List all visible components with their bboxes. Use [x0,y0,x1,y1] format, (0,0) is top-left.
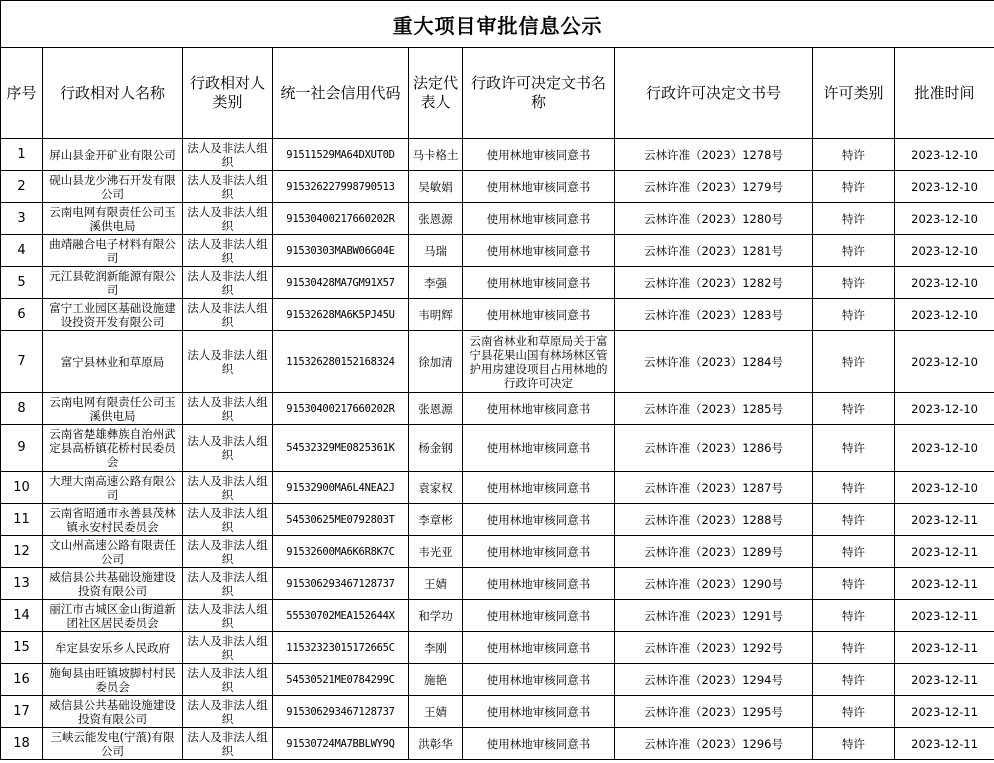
entity-name: 施甸县由旺镇坡脚村村民委员会 [43,664,183,696]
entity-name: 云南省昭通市永善县茂林镇永安村民委员会 [43,504,183,536]
legal-representative: 韦明辉 [409,299,463,331]
license-category: 特许 [813,472,895,504]
entity-type: 法人及非法人组织 [183,299,273,331]
row-number: 7 [1,331,43,393]
table-row [1,696,994,728]
license-category: 特许 [813,331,895,393]
credit-code: 91530303MABW06G04E [273,235,409,267]
row-number: 1 [1,139,43,171]
row-number: 4 [1,235,43,267]
license-category: 特许 [813,664,895,696]
approval-date: 2023-12-11 [895,632,994,664]
credit-code: 91530428MA7GM91X57 [273,267,409,299]
entity-name: 牟定县安乐乡人民政府 [43,632,183,664]
legal-representative: 洪彰华 [409,728,463,760]
table-row [1,425,994,472]
document-name: 使用林地审核同意书 [463,664,615,696]
legal-representative: 张恩源 [409,393,463,425]
document-name: 使用林地审核同意书 [463,171,615,203]
license-category: 特许 [813,139,895,171]
document-name: 使用林地审核同意书 [463,393,615,425]
license-category: 特许 [813,393,895,425]
entity-name: 云南省楚雄彝族自治州武定县高桥镇花桥村民委员会 [43,425,183,472]
entity-name: 文山州高速公路有限责任公司 [43,536,183,568]
approval-date: 2023-12-11 [895,600,994,632]
document-number: 云林许准（2023）1280号 [615,203,813,235]
entity-name: 威信县公共基础设施建设投资有限公司 [43,696,183,728]
table-row [1,632,994,664]
credit-code: 54530521ME0784299C [273,664,409,696]
entity-type: 法人及非法人组织 [183,139,273,171]
column-header: 序号 [1,48,43,139]
approval-date: 2023-12-11 [895,664,994,696]
approval-date: 2023-12-11 [895,536,994,568]
entity-name: 元江县乾润新能源有限公司 [43,267,183,299]
approval-date: 2023-12-11 [895,696,994,728]
document-number: 云林许准（2023）1288号 [615,504,813,536]
license-category: 特许 [813,299,895,331]
approval-date: 2023-12-10 [895,425,994,472]
document-name: 使用林地审核同意书 [463,472,615,504]
license-category: 特许 [813,728,895,760]
entity-name: 大理大南高速公路有限公司 [43,472,183,504]
entity-type: 法人及非法人组织 [183,472,273,504]
row-number: 13 [1,568,43,600]
license-category: 特许 [813,203,895,235]
entity-type: 法人及非法人组织 [183,203,273,235]
legal-representative: 马瑞 [409,235,463,267]
document-name: 使用林地审核同意书 [463,267,615,299]
credit-code: 91530724MA7BBLWY9Q [273,728,409,760]
entity-type: 法人及非法人组织 [183,600,273,632]
document-number: 云林许准（2023）1295号 [615,696,813,728]
approval-date: 2023-12-10 [895,299,994,331]
license-category: 特许 [813,235,895,267]
legal-representative: 吴敏娟 [409,171,463,203]
document-name: 使用林地审核同意书 [463,600,615,632]
credit-code: 91532600MA6K6R8K7C [273,536,409,568]
credit-code: 91532628MA6K5PJ45U [273,299,409,331]
entity-name: 丽江市古城区金山街道新团社区居民委员会 [43,600,183,632]
document-name: 使用林地审核同意书 [463,299,615,331]
row-number: 11 [1,504,43,536]
document-number: 云林许准（2023）1287号 [615,472,813,504]
table-row [1,664,994,696]
column-header: 行政许可决定文书名称 [463,48,615,139]
approval-date: 2023-12-10 [895,267,994,299]
row-number: 12 [1,536,43,568]
credit-code: 91511529MA64DXUT0D [273,139,409,171]
table-row [1,299,994,331]
license-category: 特许 [813,171,895,203]
row-number: 3 [1,203,43,235]
row-number: 9 [1,425,43,472]
legal-representative: 张恩源 [409,203,463,235]
document-number: 云林许准（2023）1290号 [615,568,813,600]
entity-type: 法人及非法人组织 [183,393,273,425]
legal-representative: 杨金钢 [409,425,463,472]
row-number: 15 [1,632,43,664]
legal-representative: 马卡格土 [409,139,463,171]
entity-type: 法人及非法人组织 [183,425,273,472]
document-number: 云林许准（2023）1291号 [615,600,813,632]
entity-type: 法人及非法人组织 [183,171,273,203]
legal-representative: 李强 [409,267,463,299]
column-header: 行政许可决定文书号 [615,48,813,139]
legal-representative: 施艳 [409,664,463,696]
table-body [1,139,994,760]
entity-name: 云南电网有限责任公司玉溪供电局 [43,203,183,235]
document-number: 云林许准（2023）1292号 [615,632,813,664]
document-number: 云林许准（2023）1284号 [615,331,813,393]
document-number: 云林许准（2023）1281号 [615,235,813,267]
license-category: 特许 [813,504,895,536]
document-number: 云林许准（2023）1296号 [615,728,813,760]
document-number: 云林许准（2023）1294号 [615,664,813,696]
entity-type: 法人及非法人组织 [183,632,273,664]
entity-name: 曲靖融合电子材料有限公司 [43,235,183,267]
table-row [1,139,994,171]
column-header: 批准时间 [895,48,994,139]
legal-representative: 和学功 [409,600,463,632]
license-category: 特许 [813,632,895,664]
credit-code: 11532323015172665C [273,632,409,664]
credit-code: 91530400217660202R [273,393,409,425]
document-name: 云南省林业和草原局关于富宁县花果山国有林场林区管护用房建设项目占用林地的行政许可决定 [463,331,615,393]
approval-date: 2023-12-10 [895,331,994,393]
document-name: 使用林地审核同意书 [463,632,615,664]
credit-code: 915306293467128737 [273,696,409,728]
table-row [1,472,994,504]
license-category: 特许 [813,536,895,568]
credit-code: 54530625ME0792803T [273,504,409,536]
table-row [1,171,994,203]
entity-type: 法人及非法人组织 [183,267,273,299]
row-number: 17 [1,696,43,728]
entity-type: 法人及非法人组织 [183,728,273,760]
approval-date: 2023-12-10 [895,393,994,425]
approval-date: 2023-12-10 [895,139,994,171]
header-row [1,48,994,139]
entity-type: 法人及非法人组织 [183,568,273,600]
credit-code: 115326280152168324 [273,331,409,393]
row-number: 14 [1,600,43,632]
legal-representative: 徐加清 [409,331,463,393]
document-number: 云林许准（2023）1286号 [615,425,813,472]
table-row [1,600,994,632]
credit-code: 91530400217660202R [273,203,409,235]
legal-representative: 王婧 [409,696,463,728]
credit-code: 55530702MEA152644X [273,600,409,632]
license-category: 特许 [813,696,895,728]
document-name: 使用林地审核同意书 [463,568,615,600]
row-number: 8 [1,393,43,425]
row-number: 10 [1,472,43,504]
approval-date: 2023-12-10 [895,472,994,504]
column-header: 行政相对人名称 [43,48,183,139]
approval-date: 2023-12-11 [895,568,994,600]
entity-name: 威信县公共基础设施建设投资有限公司 [43,568,183,600]
document-name: 使用林地审核同意书 [463,536,615,568]
entity-type: 法人及非法人组织 [183,504,273,536]
credit-code: 915326227998790513 [273,171,409,203]
entity-type: 法人及非法人组织 [183,235,273,267]
entity-name: 云南电网有限责任公司玉溪供电局 [43,393,183,425]
entity-name: 富宁县林业和草原局 [43,331,183,393]
credit-code: 915306293467128737 [273,568,409,600]
approval-date: 2023-12-10 [895,203,994,235]
column-header: 行政相对人类别 [183,48,273,139]
table-row [1,203,994,235]
legal-representative: 袁家权 [409,472,463,504]
license-category: 特许 [813,568,895,600]
approval-date: 2023-12-11 [895,728,994,760]
document-name: 使用林地审核同意书 [463,235,615,267]
row-number: 18 [1,728,43,760]
row-number: 16 [1,664,43,696]
license-category: 特许 [813,600,895,632]
document-name: 使用林地审核同意书 [463,139,615,171]
document-name: 使用林地审核同意书 [463,425,615,472]
legal-representative: 韦光亚 [409,536,463,568]
document-number: 云林许准（2023）1285号 [615,393,813,425]
row-number: 2 [1,171,43,203]
row-number: 6 [1,299,43,331]
legal-representative: 王婧 [409,568,463,600]
credit-code: 91532900MA6L4NEA2J [273,472,409,504]
document-name: 使用林地审核同意书 [463,728,615,760]
document-number: 云林许准（2023）1279号 [615,171,813,203]
table-row [1,536,994,568]
column-header: 许可类别 [813,48,895,139]
column-header: 统一社会信用代码 [273,48,409,139]
row-number: 5 [1,267,43,299]
table-row [1,331,994,393]
license-category: 特许 [813,425,895,472]
table-row [1,393,994,425]
entity-name: 砚山县龙少沸石开发有限公司 [43,171,183,203]
legal-representative: 李章彬 [409,504,463,536]
table-row [1,568,994,600]
document-name: 使用林地审核同意书 [463,203,615,235]
document-name: 使用林地审核同意书 [463,696,615,728]
entity-name: 三峡云能发电(宁蒗)有限公司 [43,728,183,760]
document-name: 使用林地审核同意书 [463,504,615,536]
entity-type: 法人及非法人组织 [183,331,273,393]
entity-type: 法人及非法人组织 [183,696,273,728]
document-number: 云林许准（2023）1282号 [615,267,813,299]
legal-representative: 李刚 [409,632,463,664]
entity-type: 法人及非法人组织 [183,664,273,696]
document-number: 云林许准（2023）1278号 [615,139,813,171]
document-number: 云林许准（2023）1283号 [615,299,813,331]
table-row [1,235,994,267]
entity-type: 法人及非法人组织 [183,536,273,568]
table-row [1,728,994,760]
entity-name: 屏山县金开矿业有限公司 [43,139,183,171]
approval-date: 2023-12-10 [895,235,994,267]
approval-date: 2023-12-11 [895,504,994,536]
document-number: 云林许准（2023）1289号 [615,536,813,568]
table-row [1,504,994,536]
license-category: 特许 [813,267,895,299]
approval-date: 2023-12-10 [895,171,994,203]
table-row [1,267,994,299]
entity-name: 富宁工业园区基础设施建设投资开发有限公司 [43,299,183,331]
page-title: 重大项目审批信息公示 [1,1,994,48]
column-header: 法定代表人 [409,48,463,139]
credit-code: 54532329ME0825361K [273,425,409,472]
